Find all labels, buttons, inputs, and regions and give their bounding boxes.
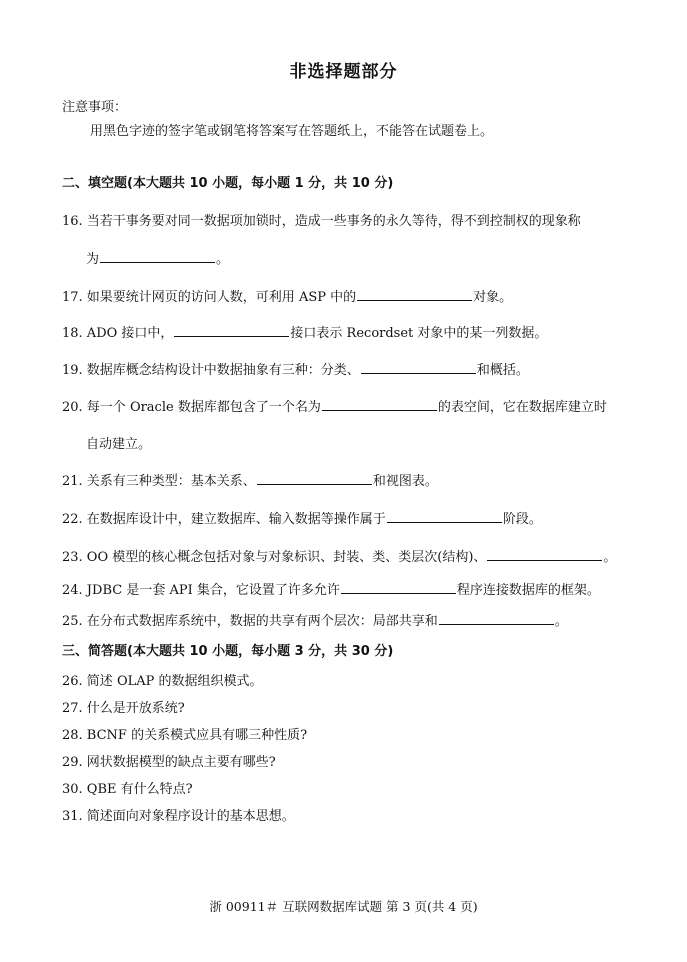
section3-heading: 三、简答题(本大题共 10 小题，每小题 3 分，共 30 分) bbox=[62, 644, 394, 659]
question-24-pre: 24. JDBC 是一套 API 集合，它设置了许多允许 bbox=[62, 583, 340, 598]
answer-blank-20 bbox=[322, 398, 437, 411]
question-21 bbox=[62, 470, 438, 489]
notice-heading: 注意事项： bbox=[62, 100, 128, 115]
answer-blank-25 bbox=[439, 612, 554, 625]
question-22-post: 阶段。 bbox=[502, 512, 542, 527]
answer-blank-21 bbox=[257, 472, 372, 485]
question-30: 30. QBE 有什么特点? bbox=[62, 782, 193, 797]
question-21-pre: 21. 关系有三种类型：基本关系、 bbox=[62, 474, 256, 489]
answer-blank-23 bbox=[487, 548, 602, 561]
question-25-post: 。 bbox=[554, 614, 568, 629]
question-17 bbox=[62, 286, 512, 305]
question-18 bbox=[62, 322, 547, 341]
question-28: 28. BCNF 的关系模式应具有哪三种性质? bbox=[62, 728, 308, 743]
answer-blank-24 bbox=[341, 581, 456, 594]
question-17-pre: 17. 如果要统计网页的访问人数，可利用 ASP 中的 bbox=[62, 290, 357, 305]
question-25-pre: 25. 在分布式数据库系统中，数据的共享有两个层次：局部共享和 bbox=[62, 614, 438, 629]
question-16-post: 。 bbox=[216, 252, 230, 267]
question-16-pre: 为 bbox=[86, 252, 100, 267]
question-29: 29. 网状数据模型的缺点主要有哪些? bbox=[62, 755, 276, 770]
question-18-pre: 18. ADO 接口中， bbox=[62, 326, 174, 341]
answer-blank-22 bbox=[387, 510, 502, 523]
question-25 bbox=[62, 610, 568, 629]
question-21-post: 和视图表。 bbox=[372, 474, 438, 489]
answer-blank-16 bbox=[100, 250, 215, 263]
page-footer: 浙 00911＃ 互联网数据库试题 第 3 页(共 4 页) bbox=[209, 899, 478, 914]
question-20-line1 bbox=[62, 396, 607, 415]
question-22-pre: 22. 在数据库设计中，建立数据库、输入数据等操作属于 bbox=[62, 512, 386, 527]
answer-blank-19 bbox=[361, 361, 476, 374]
question-16-line2 bbox=[86, 248, 229, 267]
question-26: 26. 简述 OLAP 的数据组织模式。 bbox=[62, 674, 263, 689]
question-20-pre: 20. 每一个 Oracle 数据库都包含了一个名为 bbox=[62, 400, 321, 415]
answer-blank-18 bbox=[174, 324, 289, 337]
notice-text: 用黑色字迹的签字笔或钢笔将答案写在答题纸上，不能答在试题卷上。 bbox=[90, 124, 494, 139]
question-22 bbox=[62, 508, 542, 527]
question-20-post: 的表空间，它在数据库建立时 bbox=[437, 400, 607, 415]
section2-heading: 二、填空题(本大题共 10 小题，每小题 1 分，共 10 分) bbox=[62, 176, 394, 191]
page-title: 非选择题部分 bbox=[289, 62, 398, 82]
question-19-post: 和概括。 bbox=[476, 363, 529, 378]
question-19 bbox=[62, 359, 529, 378]
question-24-post: 程序连接数据库的框架。 bbox=[456, 583, 600, 598]
question-17-post: 对象。 bbox=[473, 290, 513, 305]
question-23 bbox=[62, 546, 616, 565]
question-23-pre: 23. OO 模型的核心概念包括对象与对象标识、封装、类、类层次(结构)、 bbox=[62, 550, 487, 565]
question-18-post: 接口表示 Recordset 对象中的某一列数据。 bbox=[290, 326, 548, 341]
question-23-post: 。 bbox=[603, 550, 617, 565]
question-24 bbox=[62, 579, 600, 598]
question-31: 31. 简述面向对象程序设计的基本思想。 bbox=[62, 809, 295, 824]
question-19-pre: 19. 数据库概念结构设计中数据抽象有三种：分类、 bbox=[62, 363, 360, 378]
answer-blank-17 bbox=[357, 288, 472, 301]
question-27: 27. 什么是开放系统? bbox=[62, 701, 185, 716]
question-16-line1: 16. 当若干事务要对同一数据项加锁时，造成一些事务的永久等待，得不到控制权的现象称 bbox=[62, 214, 581, 229]
question-20-line2: 自动建立。 bbox=[86, 437, 152, 452]
